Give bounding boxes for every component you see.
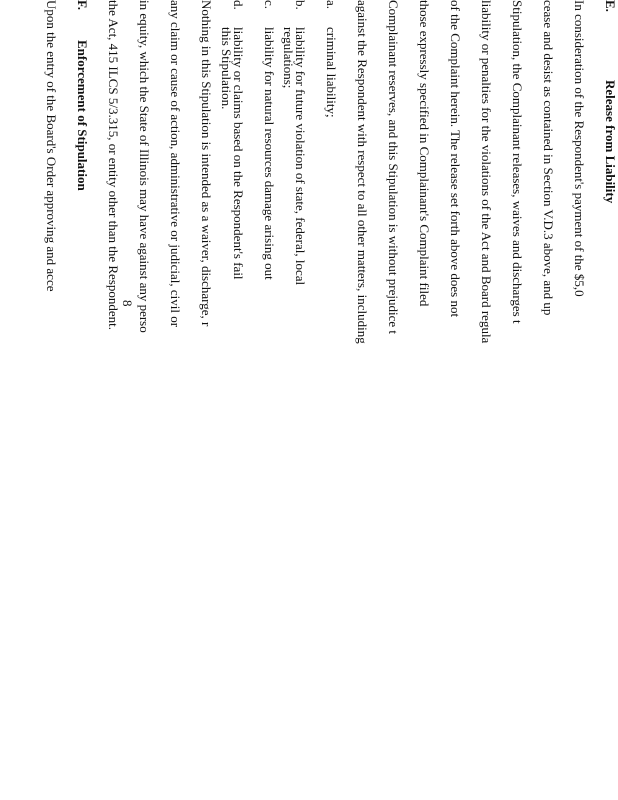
- section-f-letter: F.: [75, 0, 90, 10]
- list-item-a-letter: a.: [324, 0, 339, 10]
- list-item-b-letter: b.: [293, 0, 308, 10]
- para1-line-5: of the Complaint herein. The release set forth above does not: [448, 0, 463, 318]
- page-number: 8: [120, 300, 135, 307]
- list-item-b-text-cont: regulations;: [281, 27, 296, 89]
- list-item-b-text: liability for future violation of state, federal, local: [293, 27, 308, 286]
- para2-line-4: the Act, 415 ILCS 5/3.315, or entity other than the Respondent.: [106, 0, 121, 331]
- list-item-a-text: criminal liability;: [324, 27, 339, 118]
- list-item-c-letter: c.: [262, 0, 277, 10]
- para2-line-3: in equity, which the State of Illinois may have against any perso: [137, 0, 152, 333]
- section-e-letter: E.: [603, 0, 618, 12]
- para1-line-6: those expressly specified in Complainant's Complaint filed: [417, 0, 432, 307]
- para1-line-1: In consideration of the Respondent's payment of the $5,0: [572, 0, 587, 297]
- list-item-c-text: liability for natural resources damage arising out: [262, 27, 277, 280]
- section-f-title: Enforcement of Stipulation: [75, 40, 90, 191]
- list-item-d-text-cont: this Stipulation.: [219, 27, 234, 110]
- para2-line-2: any claim or cause of action, administrative or judicial, civil or: [168, 0, 183, 328]
- para2-line-1: Nothing in this Stipulation is intended as a waiver, discharge, r: [199, 0, 214, 327]
- para1-line-2: cease and desist as contained in Section V.D.3 above, and up: [541, 0, 556, 316]
- para1-line-7: Complainant reserves, and this Stipulation is without prejudice t: [386, 0, 401, 334]
- section-e-title: Release from Liability: [603, 80, 618, 204]
- para1-line-8: against the Respondent with respect to all other matters, including: [355, 0, 370, 344]
- para1-line-4: liability or penalties for the violations of the Act and Board regula: [479, 0, 494, 344]
- list-item-d-letter: d.: [231, 0, 246, 10]
- para3-line-1: Upon the entry of the Board's Order approving and acce: [44, 0, 59, 292]
- para1-line-3: Stipulation, the Complainant releases, waives and discharges t: [510, 0, 525, 324]
- list-item-d-text: liability or claims based on the Respondent's fail: [231, 27, 246, 280]
